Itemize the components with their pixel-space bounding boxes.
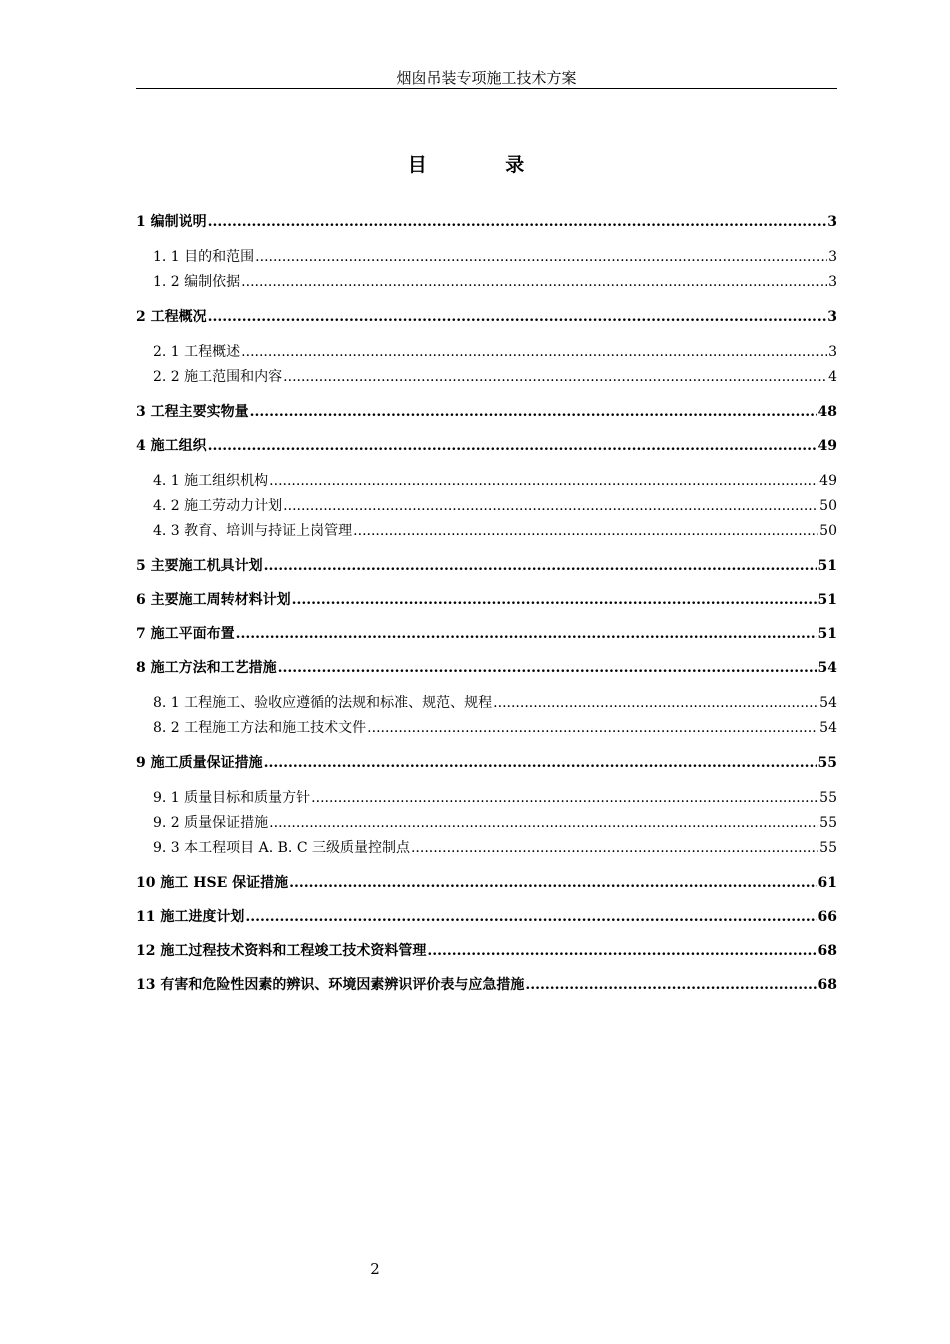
toc-dot-leader	[264, 555, 817, 578]
toc-entry-label: 10 施工 HSE 保证措施	[136, 875, 289, 891]
toc-chapter-entry[interactable]	[136, 306, 837, 329]
toc-entry-label: 3 工程主要实物量	[136, 404, 249, 420]
toc-dot-leader	[427, 940, 816, 963]
toc-entry-label: 2. 1 工程概述	[153, 344, 241, 360]
toc-chapter-entry[interactable]	[136, 906, 837, 929]
toc-section-entry[interactable]	[136, 469, 837, 494]
toc-entry-label: 9. 2 质量保证措施	[153, 815, 269, 831]
toc-dot-leader	[283, 494, 818, 519]
toc-dot-leader	[411, 836, 818, 861]
toc-dot-leader	[311, 786, 818, 811]
toc-entry-label: 7 施工平面布置	[136, 626, 235, 642]
toc-entry-page: 3	[827, 214, 837, 230]
toc-entry-page: 50	[819, 523, 837, 539]
toc-chapter-entry[interactable]	[136, 872, 837, 895]
toc-dot-leader	[255, 245, 827, 270]
toc-dot-leader	[283, 365, 827, 390]
toc-entry-page: 48	[817, 404, 837, 420]
toc-entry-page: 4	[828, 369, 837, 385]
page-header: 烟囱吊装专项施工技术方案	[136, 68, 837, 89]
toc-dot-leader	[245, 906, 816, 929]
toc-section-entry[interactable]	[136, 365, 837, 390]
toc-entry-page: 68	[817, 943, 837, 959]
toc-entry-label: 8. 1 工程施工、验收应遵循的法规和标准、规范、规程	[153, 695, 493, 711]
toc-section-entry[interactable]	[136, 245, 837, 270]
toc-chapter-entry[interactable]	[136, 940, 837, 963]
toc-dot-leader	[269, 469, 818, 494]
toc-dot-leader	[236, 623, 817, 646]
toc-entry-label: 9 施工质量保证措施	[136, 755, 263, 771]
toc-entry-page: 3	[828, 274, 837, 290]
toc-entry-label: 1. 2 编制依据	[153, 274, 241, 290]
toc-entry-page: 50	[819, 498, 837, 514]
toc-entry-page: 3	[828, 249, 837, 265]
toc-section-entry[interactable]	[136, 716, 837, 741]
toc-entry-label: 4. 3 教育、培训与持证上岗管理	[153, 523, 353, 539]
toc-dot-leader	[250, 401, 817, 424]
toc-chapter-entry[interactable]	[136, 435, 837, 458]
toc-entry-page: 54	[817, 660, 837, 676]
toc-entry-label: 2. 2 施工范围和内容	[153, 369, 283, 385]
toc-chapter-entry[interactable]	[136, 211, 837, 234]
toc-entry-label: 8 施工方法和工艺措施	[136, 660, 277, 676]
toc-entry-label: 9. 3 本工程项目 A. B. C 三级质量控制点	[153, 840, 410, 856]
toc-section-entry[interactable]	[136, 270, 837, 295]
toc-dot-leader	[264, 752, 817, 775]
toc-entry-page: 49	[817, 438, 837, 454]
toc-entry-label: 1 编制说明	[136, 214, 207, 230]
toc-entry-page: 61	[817, 875, 837, 891]
toc-section-entry[interactable]	[136, 691, 837, 716]
page-number: 2	[370, 1260, 380, 1278]
toc-section-entry[interactable]	[136, 786, 837, 811]
toc-chapter-entry[interactable]	[136, 555, 837, 578]
toc-entry-page: 55	[819, 840, 837, 856]
toc-entry-page: 3	[827, 309, 837, 325]
toc-entry-page: 68	[817, 977, 837, 993]
toc-dot-leader	[353, 519, 818, 544]
toc-dot-leader	[208, 435, 817, 458]
toc-section-entry[interactable]	[136, 519, 837, 544]
toc-entry-label: 4. 2 施工劳动力计划	[153, 498, 283, 514]
toc-dot-leader	[292, 589, 817, 612]
toc-entry-page: 55	[819, 790, 837, 806]
toc-entry-label: 8. 2 工程施工方法和施工技术文件	[153, 720, 367, 736]
toc-entry-page: 51	[817, 558, 837, 574]
toc-entry-label: 6 主要施工周转材料计划	[136, 592, 291, 608]
toc-chapter-entry[interactable]	[136, 974, 837, 997]
toc-entry-label: 5 主要施工机具计划	[136, 558, 263, 574]
toc-dot-leader	[269, 811, 818, 836]
toc-entry-label: 1. 1 目的和范围	[153, 249, 255, 265]
toc-entry-label: 13 有害和危险性因素的辨识、环境因素辨识评价表与应急措施	[136, 977, 525, 993]
toc-entry-page: 51	[817, 626, 837, 642]
toc-chapter-entry[interactable]	[136, 752, 837, 775]
table-of-contents	[136, 211, 837, 997]
toc-entry-label: 12 施工过程技术资料和工程竣工技术资料管理	[136, 943, 427, 959]
toc-dot-leader	[525, 974, 816, 997]
toc-dot-leader	[367, 716, 818, 741]
toc-entry-page: 54	[819, 720, 837, 736]
toc-section-entry[interactable]	[136, 340, 837, 365]
toc-chapter-entry[interactable]	[136, 657, 837, 680]
toc-section-entry[interactable]	[136, 836, 837, 861]
toc-entry-page: 51	[817, 592, 837, 608]
toc-section-entry[interactable]	[136, 494, 837, 519]
toc-entry-page: 54	[819, 695, 837, 711]
toc-entry-page: 55	[819, 815, 837, 831]
toc-dot-leader	[208, 211, 827, 234]
toc-title: 目 录	[407, 154, 561, 176]
toc-entry-page: 55	[817, 755, 837, 771]
toc-entry-page: 3	[828, 344, 837, 360]
toc-entry-label: 4 施工组织	[136, 438, 207, 454]
toc-entry-label: 4. 1 施工组织机构	[153, 473, 269, 489]
toc-entry-page: 49	[819, 473, 837, 489]
toc-chapter-entry[interactable]	[136, 589, 837, 612]
toc-entry-label: 9. 1 质量目标和质量方针	[153, 790, 311, 806]
toc-chapter-entry[interactable]	[136, 401, 837, 424]
toc-dot-leader	[493, 691, 818, 716]
toc-dot-leader	[289, 872, 816, 895]
toc-dot-leader	[241, 270, 827, 295]
toc-entry-label: 2 工程概况	[136, 309, 207, 325]
toc-entry-page: 66	[817, 909, 837, 925]
toc-section-entry[interactable]	[136, 811, 837, 836]
toc-dot-leader	[208, 306, 827, 329]
toc-dot-leader	[278, 657, 817, 680]
toc-dot-leader	[241, 340, 827, 365]
toc-chapter-entry[interactable]	[136, 623, 837, 646]
toc-entry-label: 11 施工进度计划	[136, 909, 245, 925]
